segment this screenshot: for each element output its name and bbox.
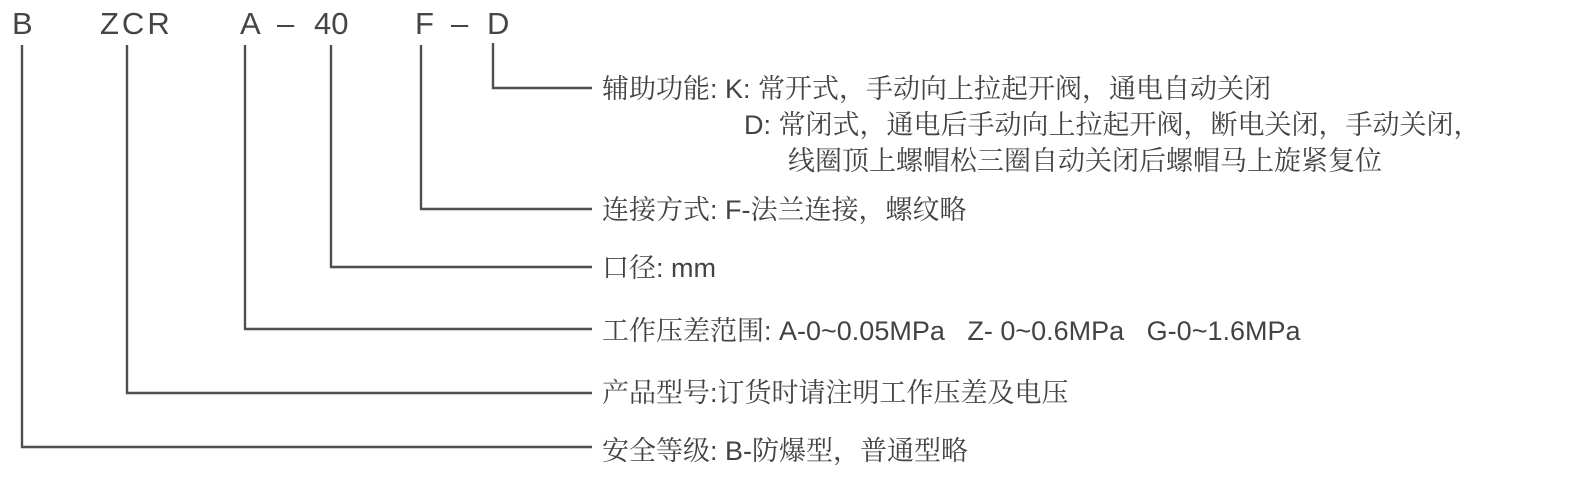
code-part-pressure: A (240, 6, 261, 41)
connector-line-auxiliary (493, 43, 592, 88)
code-part-safety: B (12, 6, 33, 41)
code-part-series: ZCR (100, 6, 173, 41)
connector-line-diameter (331, 45, 592, 267)
legend-product-model: 产品型号:订货时请注明工作压差及电压 (602, 378, 1069, 408)
code-dash-2: – (451, 6, 469, 41)
connector-line-product-model (127, 45, 592, 393)
legend-safety-grade: 安全等级: B-防爆型，普通型略 (602, 436, 969, 466)
legend-pressure-range: 工作压差范围: A-0~0.05MPa Z- 0~0.6MPa G-0~1.6MPa (602, 316, 1301, 346)
code-part-diameter: 40 (314, 6, 349, 41)
legend-auxiliary-line2: D: 常闭式，通电后手动向上拉起开阀，断电关闭，手动关闭， (744, 110, 1481, 140)
connector-line-safety-grade (22, 45, 592, 447)
legend-connection: 连接方式: F-法兰连接，螺纹略 (602, 195, 967, 225)
code-part-connection: F (415, 6, 434, 41)
legend-auxiliary-line1: 辅助功能: K: 常开式，手动向上拉起开阀，通电自动关闭 (602, 74, 1272, 104)
code-dash-1: – (277, 6, 295, 41)
connector-line-connection (421, 45, 592, 209)
code-part-auxiliary: D (487, 6, 510, 41)
legend-auxiliary-line3: 线圈顶上螺帽松三圈自动关闭后螺帽马上旋紧复位 (788, 146, 1382, 176)
legend-diameter: 口径: mm (602, 253, 716, 283)
